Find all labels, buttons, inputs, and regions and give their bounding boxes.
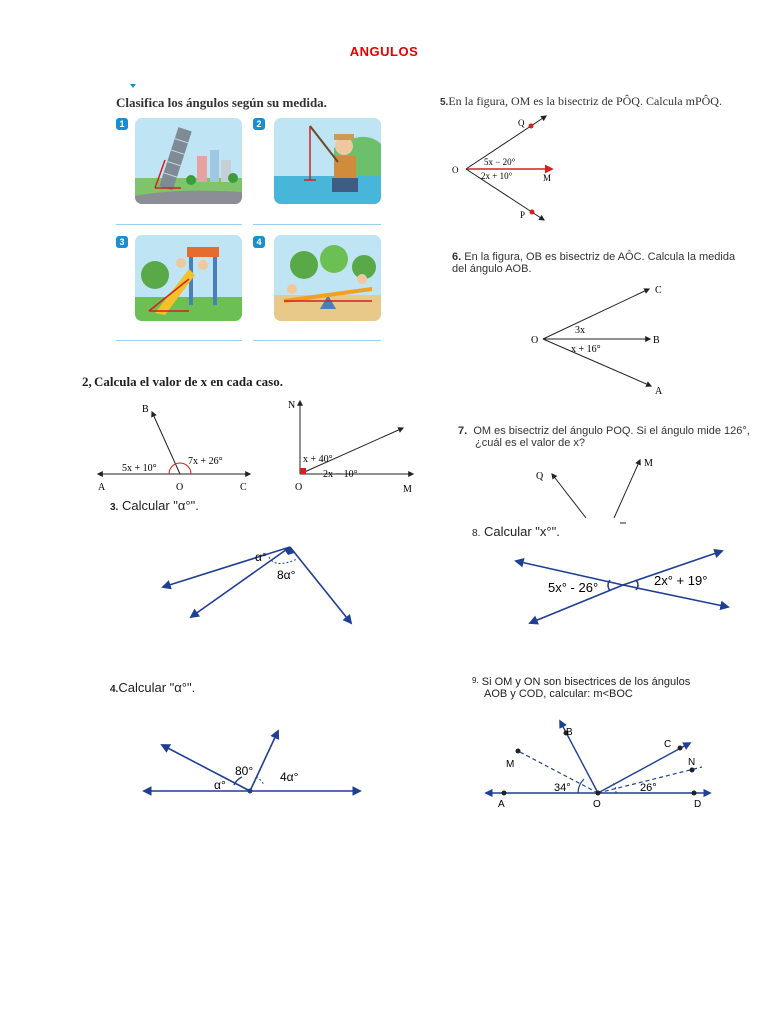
q4-angle-alpha: α°: [214, 778, 226, 792]
q6-ray-oc: [543, 289, 649, 339]
q5-figure: [448, 110, 568, 225]
q2b-upper-angle: x + 40°: [303, 454, 333, 465]
q5-text: En la figura, OM es la bisectriz de PÔQ. Calcula mPÔQ.: [448, 94, 722, 108]
q9-label-n: N: [688, 757, 696, 768]
q6-figure: [525, 280, 675, 395]
q6-number: 6.: [452, 251, 462, 263]
q2a-label-a: A: [98, 482, 106, 493]
q7-ray-om: [614, 460, 640, 518]
q6-heading: [452, 251, 735, 275]
q3-ray-left: [163, 547, 290, 587]
q9-label-d: D: [694, 799, 702, 810]
q1-badge-3: 3: [116, 236, 128, 248]
q9-label-b: B: [566, 727, 573, 738]
q7-figure: [530, 452, 670, 527]
q3-ray-lower: [191, 547, 290, 617]
q9-arc-26: [613, 783, 616, 793]
q1-answer-line-4: [253, 340, 381, 341]
q6-label-b: B: [653, 335, 660, 346]
q1-picture-seesaw: [274, 235, 381, 321]
q2b-lower-angle: 2x − 10°: [323, 469, 358, 480]
q2b-middle-ray: [300, 428, 403, 474]
q9-point-d: [692, 791, 697, 796]
q5-point-q: [529, 124, 534, 129]
q2a-label-c: C: [240, 482, 247, 493]
q9-label-a: A: [498, 799, 505, 810]
q2a-label-b: B: [142, 404, 149, 415]
q4-arc-4alpha: [256, 777, 264, 785]
q1-marker: [130, 84, 136, 88]
q1-badge-2: 2: [253, 118, 265, 130]
q5-upper-angle: 5x − 20°: [484, 157, 516, 167]
q2a-left-angle: 5x + 10°: [122, 463, 157, 474]
q9-text-line1: Si OM y ON son bisectrices de los ángulos: [481, 676, 691, 688]
q2-figure-b: [283, 395, 423, 495]
q4-ray-upper-right: [250, 731, 278, 791]
q7-text-line2: ¿cuál es el valor de x?: [475, 437, 586, 449]
q5-lower-angle: 2x + 10°: [481, 171, 513, 181]
q1-picture-fisherman: [274, 118, 381, 204]
q7-number: 7.: [458, 425, 468, 437]
q8-angle-left: 5x° - 26°: [548, 580, 599, 595]
q8-text: Calcular "x°".: [483, 524, 560, 539]
q2a-right-angle: 7x + 26°: [188, 456, 223, 467]
q2-title: Calcula el valor de x en cada caso.: [94, 374, 283, 389]
q8-figure: [510, 545, 735, 630]
q6-text-line1: En la figura, OB es bisectriz de AÔC. Calcula la medida: [464, 251, 736, 263]
q9-text-line2: AOB y COD, calcular: m<BOC: [484, 688, 633, 700]
q5-label-p: P: [520, 210, 526, 220]
q2-figure-a: [90, 395, 260, 495]
q5-point-p: [530, 210, 535, 215]
q2a-label-o: O: [176, 482, 184, 493]
q2b-label-o: O: [295, 482, 303, 493]
q3-heading: [110, 498, 199, 513]
q9-figure: [480, 715, 720, 810]
q4-text: Calcular "α°".: [118, 680, 196, 695]
q4-vertex: [248, 789, 253, 794]
q5-number: 5.: [440, 97, 449, 108]
q4-arc-alpha: [234, 777, 242, 785]
q3-text: Calcular "α°".: [121, 498, 199, 513]
q9-point-c: [678, 746, 683, 751]
q3-angle-8alpha: 8α°: [277, 568, 296, 582]
q7-text-line1: OM es bisectriz del ángulo POQ. Si el ángulo mide 126°,: [473, 425, 750, 437]
q1-badge-1: 1: [116, 118, 128, 130]
q6-upper-angle: 3x: [575, 325, 585, 336]
q9-label-m: M: [506, 759, 515, 770]
q9-arc-34: [578, 779, 584, 793]
q4-angle-80: 80°: [235, 764, 254, 778]
q9-label-c: C: [664, 739, 672, 750]
q5-label-m: M: [543, 173, 552, 183]
q8-arc-left: [608, 580, 610, 591]
q8-arc-right: [636, 580, 638, 590]
q9-point-a: [502, 791, 507, 796]
page-title: ANGULOS: [349, 44, 419, 59]
q2b-label-m: M: [403, 484, 412, 495]
q9-point-n: [690, 768, 695, 773]
q1-answer-line-2: [253, 224, 381, 225]
q6-label-a: A: [655, 386, 663, 395]
q8-angle-right: 2x° + 19°: [654, 573, 708, 588]
q5-label-q: Q: [518, 118, 525, 128]
q5-label-o: O: [452, 165, 459, 175]
q1-badge-4: 4: [253, 236, 265, 248]
q3-angle-alpha: α°: [255, 550, 267, 564]
q9-point-o: [596, 791, 601, 796]
q4-heading: [110, 680, 195, 695]
q4-figure: [138, 725, 368, 805]
q8-line1-right: [623, 585, 728, 607]
q9-label-o: O: [593, 799, 601, 810]
q1-picture-building: [135, 118, 242, 204]
q2b-right-angle-mark: [300, 468, 306, 474]
q9-point-m: [516, 749, 521, 754]
q6-lower-angle: x + 16°: [571, 344, 601, 355]
q6-text-line2: del ángulo AOB.: [452, 263, 532, 275]
q4-angle-4alpha: 4α°: [280, 770, 299, 784]
q3-figure: [155, 535, 360, 630]
q9-number: 9.: [472, 676, 479, 685]
q2b-label-n: N: [288, 400, 296, 411]
q1-title: Clasifica los ángulos según su medida.: [116, 95, 327, 110]
q6-label-o: O: [531, 335, 539, 346]
q7-label-q: Q: [536, 471, 544, 482]
q8-number: 8.: [472, 528, 481, 539]
q4-number: 4.: [110, 684, 119, 695]
q7-heading: [458, 425, 750, 449]
q6-label-c: C: [655, 285, 662, 296]
q9-angle-26: 26°: [640, 782, 657, 794]
q8-heading: [472, 524, 560, 539]
q1-answer-line-3: [116, 340, 242, 341]
q3-number: 3.: [110, 502, 119, 513]
q5-heading: [440, 94, 722, 109]
q9-angle-34: 34°: [554, 782, 571, 794]
q3-ray-right: [290, 547, 351, 623]
q1-picture-slide: [135, 235, 242, 321]
q9-heading: [472, 676, 690, 700]
q7-ray-oq: [552, 474, 586, 518]
q2-number: 2,: [82, 374, 92, 389]
q1-answer-line-1: [116, 224, 242, 225]
q7-label-m: M: [644, 458, 653, 469]
